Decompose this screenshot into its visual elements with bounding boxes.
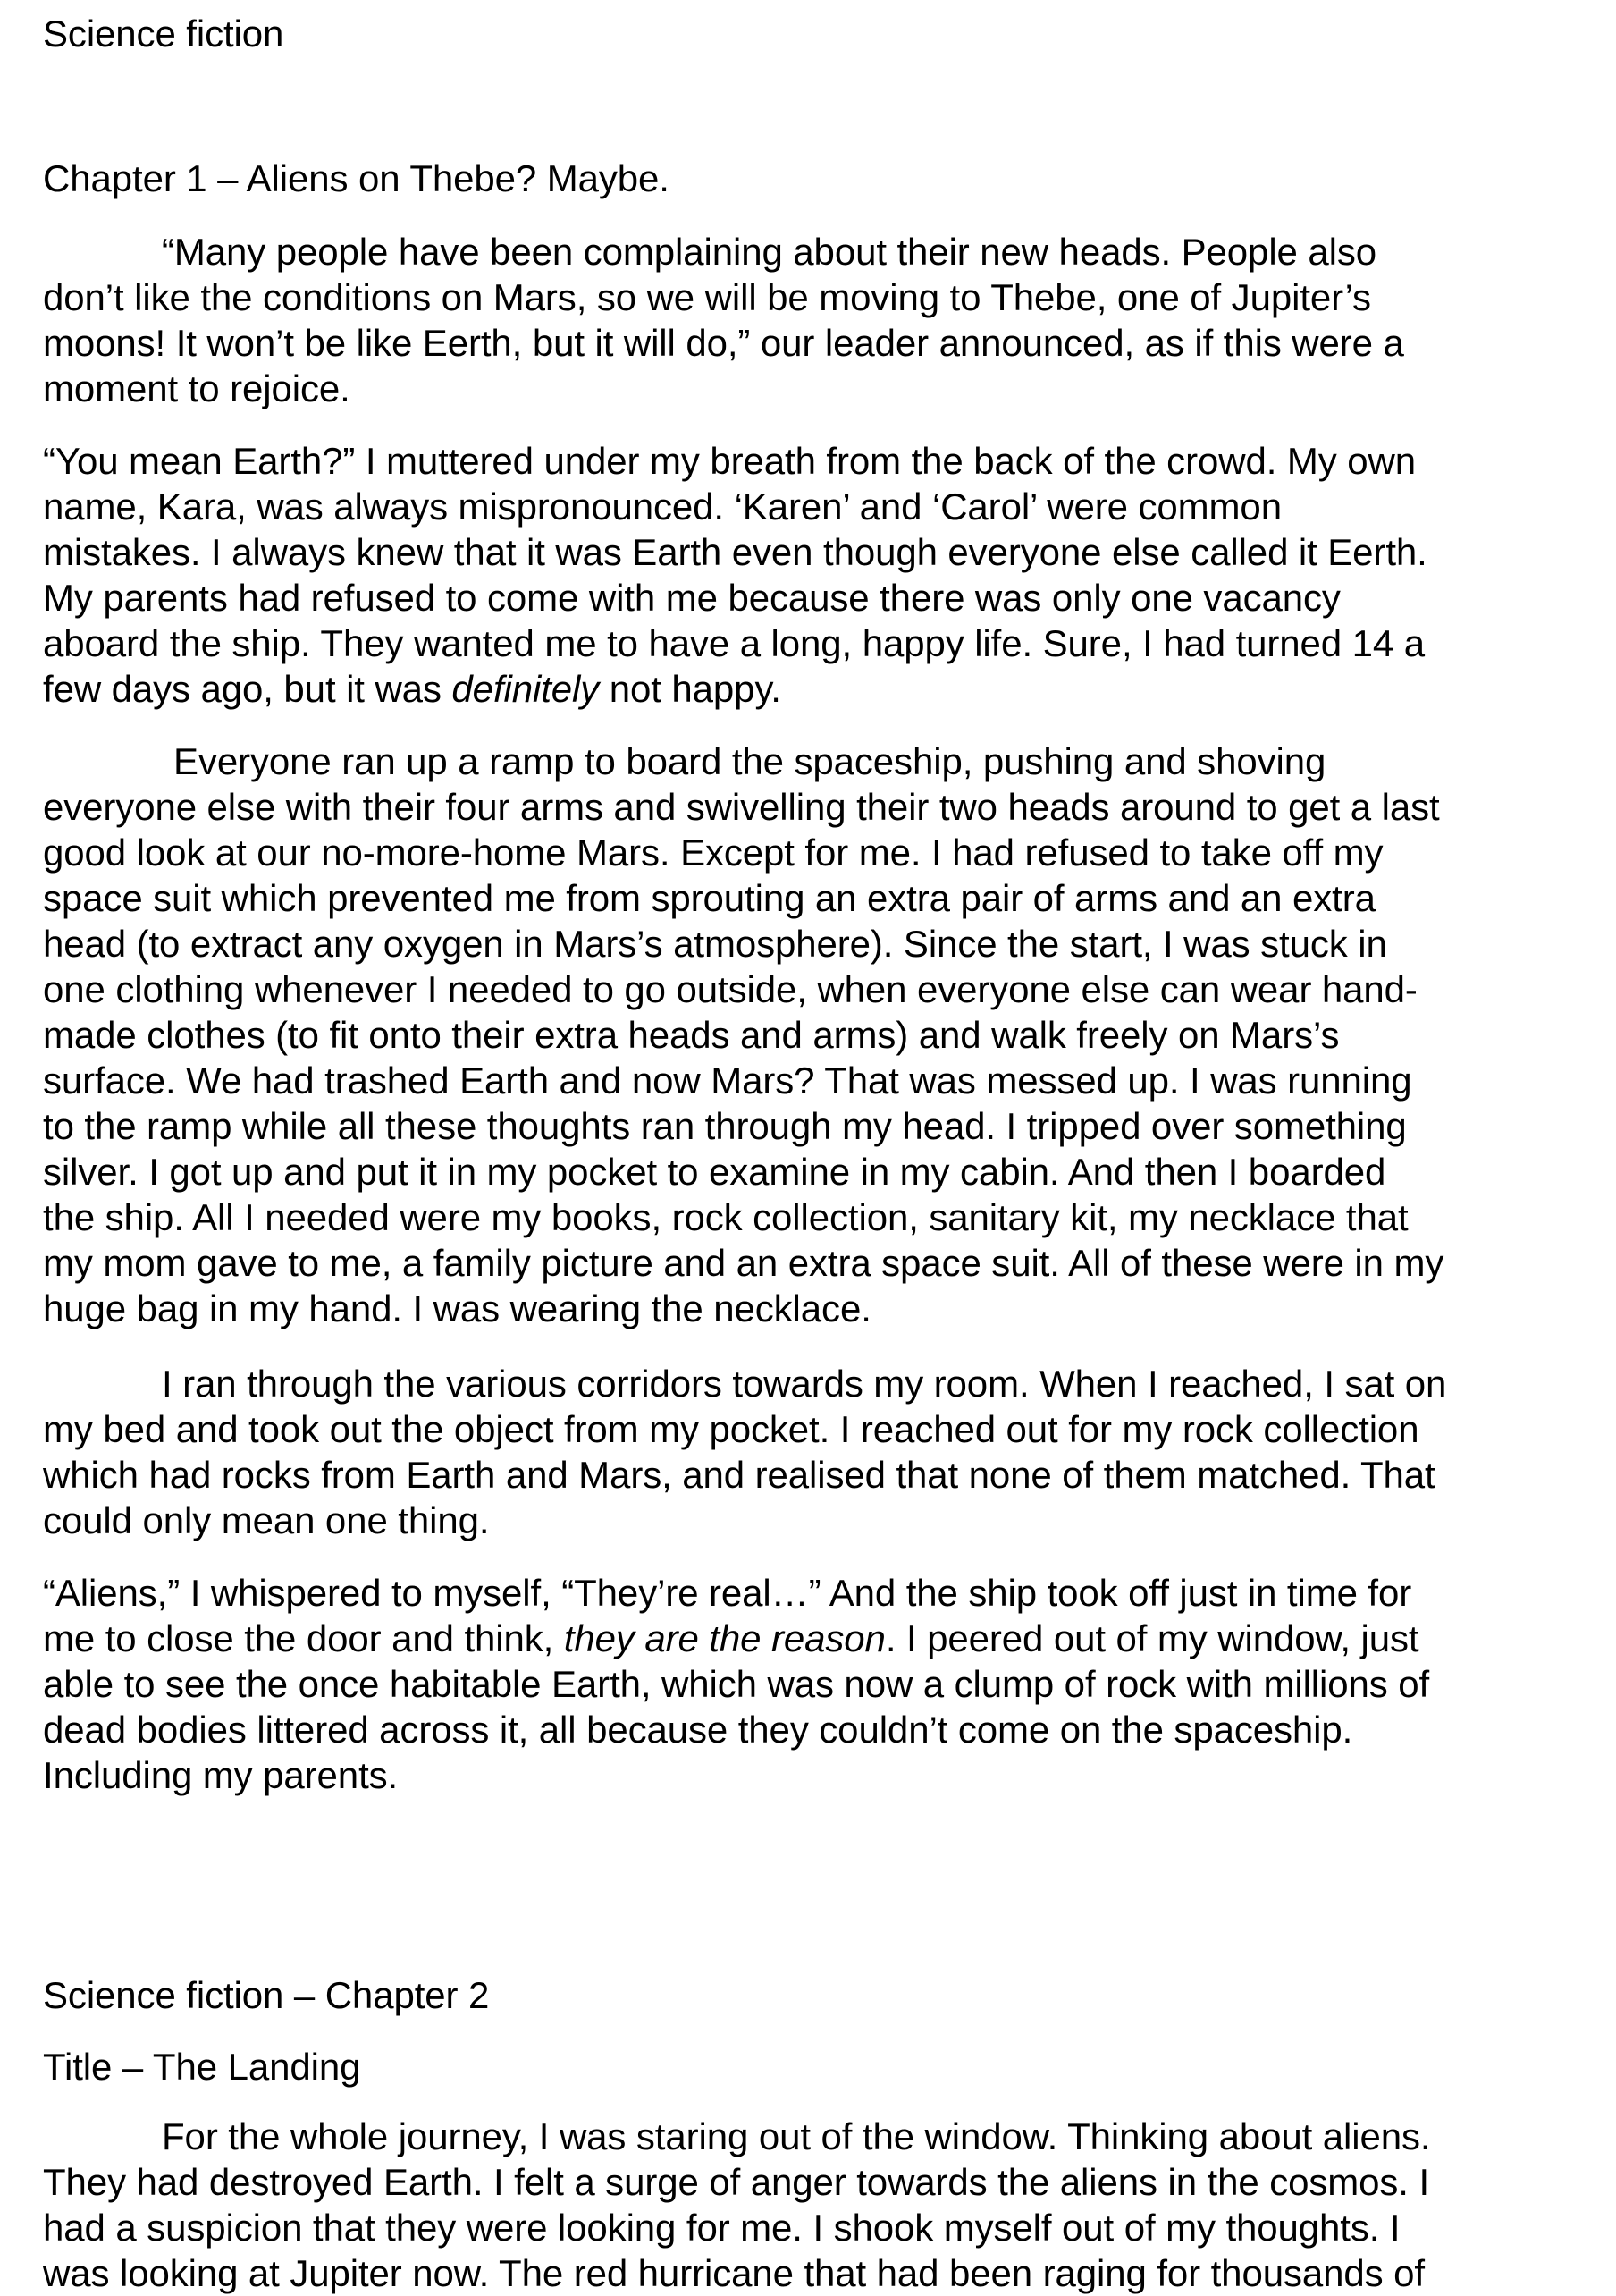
- chapter-2-heading: [43, 1972, 1573, 2018]
- chapter-2-heading-text: Science fiction – Chapter 2: [43, 1974, 490, 2016]
- chapter-2-title-text: Title – The Landing: [43, 2046, 361, 2088]
- paragraph-line: able to see the once habitable Earth, which was now a clump of rock with millions of: [43, 1663, 1430, 1705]
- paragraph-line: space suit which prevented me from sprouting an extra pair of arms and an extra: [43, 877, 1376, 919]
- paragraph-line: the ship. All I needed were my books, rock collection, sanitary kit, my necklace that: [43, 1196, 1409, 1238]
- chapter-1-paragraph-5: [43, 1570, 1573, 1798]
- chapter-1-paragraph-2: [43, 438, 1573, 712]
- chapter-1-paragraph-3: [43, 739, 1573, 1331]
- paragraph-line: don’t like the conditions on Mars, so we will be moving to Thebe, one of Jupiter’s: [43, 276, 1371, 318]
- paragraph-line: Including my parents.: [43, 1754, 399, 1796]
- paragraph-line: surface. We had trashed Earth and now Mars? That was messed up. I was running: [43, 1059, 1412, 1102]
- paragraph-line: name, Kara, was always mispronounced. ‘Karen’ and ‘Carol’ were common: [43, 485, 1282, 528]
- paragraph-line: my bed and took out the object from my pocket. I reached out for my rock collection: [43, 1408, 1419, 1450]
- chapter-1-paragraph-1: [43, 229, 1573, 411]
- paragraph-line: silver. I got up and put it in my pocket to examine in my cabin. And then I boarded: [43, 1151, 1386, 1193]
- chapter-1-paragraph-4: [43, 1361, 1573, 1543]
- paragraph-line: [43, 666, 1573, 712]
- chapter-1-heading: [43, 156, 1573, 201]
- paragraph-line: good look at our no-more-home Mars. Except for me. I had refused to take off my: [43, 831, 1384, 874]
- paragraph-line: made clothes (to fit onto their extra heads and arms) and walk freely on Mars’s: [43, 1014, 1340, 1056]
- text-run: few days ago, but it was: [43, 668, 452, 710]
- text-run: not happy.: [599, 668, 781, 710]
- document-title-text: Science fiction: [43, 13, 284, 55]
- paragraph-line: I ran through the various corridors towards my room. When I reached, I sat on: [162, 1363, 1447, 1405]
- text-run: . I peered out of my window, just: [885, 1617, 1419, 1659]
- paragraph-line: “You mean Earth?” I muttered under my breath from the back of the crowd. My own: [43, 440, 1416, 482]
- paragraph-line: Everyone ran up a ramp to board the spaceship, pushing and shoving: [173, 740, 1326, 782]
- paragraph-line: could only mean one thing.: [43, 1499, 490, 1541]
- paragraph-line: “Aliens,” I whispered to myself, “They’re real…” And the ship took off just in time for: [43, 1572, 1412, 1614]
- paragraph-line: For the whole journey, I was staring out of the window. Thinking about aliens.: [162, 2115, 1431, 2157]
- italic-run: definitely: [451, 668, 600, 710]
- paragraph-line: one clothing whenever I needed to go outside, when everyone else can wear hand-: [43, 968, 1418, 1010]
- paragraph-line: moons! It won’t be like Eerth, but it will do,” our leader announced, as if this were a: [43, 322, 1404, 364]
- paragraph-line: dead bodies littered across it, all because they couldn’t come on the spaceship.: [43, 1709, 1353, 1751]
- chapter-2-paragraph-1: [43, 2114, 1573, 2296]
- paragraph-line: mistakes. I always knew that it was Earth even though everyone else called it Eerth.: [43, 531, 1427, 573]
- italic-run: they are the reason: [563, 1617, 886, 1659]
- paragraph-line: to the ramp while all these thoughts ran through my head. I tripped over something: [43, 1105, 1407, 1147]
- paragraph-line: had a suspicion that they were looking for me. I shook myself out of my thoughts. I: [43, 2207, 1401, 2249]
- paragraph-line: head (to extract any oxygen in Mars’s atmosphere). Since the start, I was stuck in: [43, 923, 1387, 965]
- chapter-1-heading-text: Chapter 1 – Aliens on Thebe? Maybe.: [43, 157, 669, 199]
- paragraph-line: “Many people have been complaining about their new heads. People also: [162, 231, 1377, 273]
- paragraph-line: huge bag in my hand. I was wearing the necklace.: [43, 1287, 871, 1329]
- paragraph-line: was looking at Jupiter now. The red hurricane that had been raging for thousands of: [43, 2252, 1425, 2294]
- paragraph-line: They had destroyed Earth. I felt a surge of anger towards the aliens in the cosmos. I: [43, 2161, 1430, 2203]
- document-title: [43, 11, 1573, 56]
- paragraph-line: which had rocks from Earth and Mars, and realised that none of them matched. That: [43, 1454, 1435, 1496]
- paragraph-line: moment to rejoice.: [43, 367, 350, 409]
- paragraph-line: my mom gave to me, a family picture and an extra space suit. All of these were in my: [43, 1242, 1444, 1284]
- paragraph-line: [43, 1616, 1573, 1661]
- paragraph-line: aboard the ship. They wanted me to have a long, happy life. Sure, I had turned 14 a: [43, 622, 1425, 664]
- text-run: me to close the door and think,: [43, 1617, 564, 1659]
- chapter-2-title: [43, 2044, 1573, 2089]
- paragraph-line: everyone else with their four arms and swivelling their two heads around to get a last: [43, 786, 1440, 828]
- paragraph-line: My parents had refused to come with me because there was only one vacancy: [43, 577, 1341, 619]
